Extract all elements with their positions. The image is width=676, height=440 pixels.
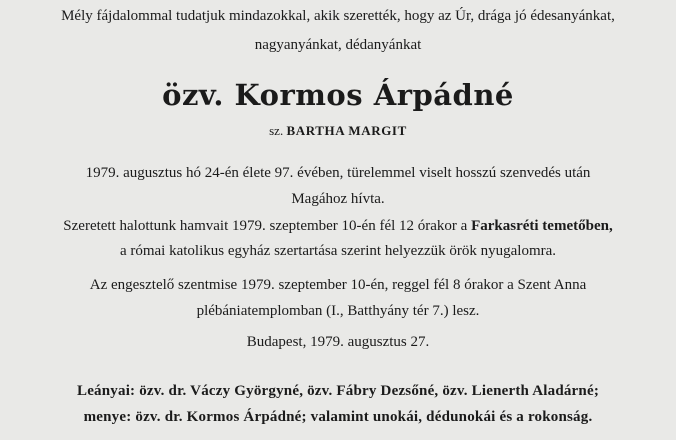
death-line-2: Magához hívta. [291, 191, 385, 207]
place-date: Budapest, 1979. augusztus 27. [246, 334, 430, 350]
mass-line-2: plébániatemplomban (I., Batthyány tér 7.) lesz. [196, 303, 480, 319]
maiden-name-line [0, 122, 676, 140]
death-line-1: 1979. augusztus hó 24-én élete 97. évében, türelemmel viselt hosszú szenvedés után [85, 165, 591, 181]
burial-line-2: a római katolikus egyház szertartása szerint helyezzük örök nyugalomra. [119, 243, 557, 259]
maiden-name: BARTHA MARGIT [286, 123, 407, 138]
burial-line-1 [0, 217, 676, 235]
survivors-line-2: menye: özv. dr. Kormos Árpádné; valamint unokái, dédunokái és a rokonság. [83, 409, 593, 425]
burial-text: Szeretett halottunk hamvait 1979. szeptember 10-én fél 12 órakor a [63, 218, 468, 234]
intro-line-2: nagyanyánkat, dédanyánkat [254, 37, 422, 53]
deceased-name: özv. Kormos Árpádné [162, 78, 514, 112]
survivors-line-1: Leányai: özv. dr. Váczy Györgyné, özv. Fábry Dezsőné, özv. Lienerth Aladárné; [76, 383, 600, 399]
intro-line-1: Mély fájdalommal tudatjuk mindazokkal, akik szerették, hogy az Úr, drága jó édesanyánkat, [61, 8, 615, 24]
mass-line-1: Az engesztelő szentmise 1979. szeptember 10-én, reggel fél 8 órakor a Szent Anna [89, 277, 587, 293]
burial-cemetery: Farkasréti temetőben, [471, 218, 613, 234]
maiden-prefix: sz. [269, 123, 284, 138]
